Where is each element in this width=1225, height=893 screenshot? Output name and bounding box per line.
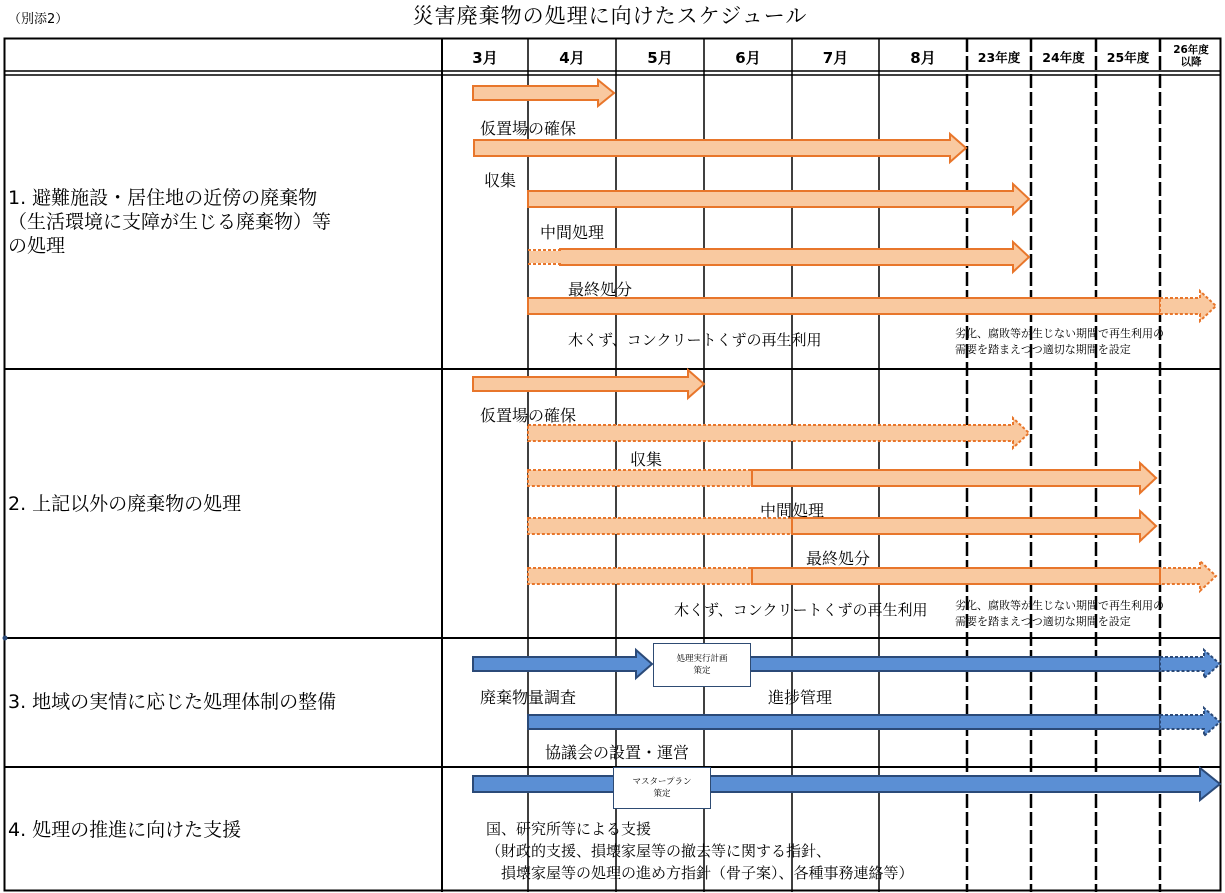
section-1-title-line: の処理 — [8, 235, 66, 257]
s2-note — [955, 598, 1164, 630]
s1-label-kariokiba: 仮置場の確保 — [480, 119, 577, 138]
s4-support-text — [486, 818, 914, 884]
s3-plan-box-line: 策定 — [693, 666, 711, 676]
s3-plan-box — [653, 643, 751, 687]
page-title: 災害廃棄物の処理に向けたスケジュール — [412, 4, 808, 28]
col-header-fy26-line1: 26年度 — [1173, 44, 1209, 56]
section-1-title-line: 1. 避難施設・居住地の近傍の廃棄物 — [8, 187, 318, 209]
arrow-s3-shinchoku — [750, 657, 1160, 671]
arrow-s4-shien — [473, 768, 1220, 800]
arrow-s2-kariokiba — [473, 370, 704, 398]
col-header-fy25: 25年度 — [1106, 50, 1150, 65]
arrow-s1-saisei — [528, 298, 1160, 314]
s1-note-line: 劣化、腐敗等が生じない期間で再生利用の — [955, 327, 1164, 340]
s4-support-line: 国、研究所等による支援 — [486, 820, 652, 838]
arrow-s3-chousa — [473, 650, 652, 678]
arrow-s2-saisei-solid — [752, 568, 1160, 584]
annex-label: （別添2） — [8, 12, 69, 27]
s4-masterplan-box-line: マスタープラン — [632, 777, 692, 787]
section-4-title: 4. 処理の推進に向けた支援 — [8, 819, 242, 841]
arrow-s1-saishu — [560, 242, 1029, 272]
col-header-fy26 — [1160, 40, 1222, 72]
s4-masterplan-box-line: 策定 — [653, 789, 671, 799]
s1-label-saisei: 木くず、コンクリートくずの再生利用 — [568, 331, 822, 349]
s1-note — [955, 326, 1164, 358]
s4-support-line: （財政的支援、損壊家屋等の撤去等に関する指針、 — [486, 842, 832, 860]
col-header-may: 5月 — [647, 48, 673, 67]
s2-label-saisei: 木くず、コンクリートくずの再生利用 — [674, 601, 928, 619]
arrow-s3-kyougikai-ext — [1160, 708, 1220, 736]
s3-plan-box-line: 処理実行計画 — [676, 654, 728, 664]
col-header-fy26-line2: 以降 — [1180, 56, 1202, 68]
s2-note-line: 劣化、腐敗等が生じない期間で再生利用の — [955, 599, 1164, 612]
s1-label-shushu: 収集 — [484, 171, 517, 190]
s2-label-shushu: 収集 — [630, 450, 663, 469]
arrow-s1-chukan — [528, 184, 1029, 214]
arrow-s3-kyougikai — [528, 715, 1160, 729]
arrow-s1-kariokiba — [473, 80, 614, 106]
col-header-mar: 3月 — [472, 48, 498, 67]
section-1-title — [8, 186, 331, 258]
col-header-jun: 6月 — [735, 48, 761, 67]
s3-label-kyougikai: 協議会の設置・運営 — [545, 743, 690, 762]
s1-note-line: 需要を踏まえつつ適切な期間を設定 — [955, 343, 1131, 356]
section-2-title: 2. 上記以外の廃棄物の処理 — [8, 493, 242, 515]
arrow-s3-shinchoku-ext — [1160, 650, 1220, 678]
s3-label-shinchoku: 進捗管理 — [768, 688, 833, 707]
s1-label-chukan: 中間処理 — [540, 223, 605, 242]
arrow-s1-saisei-ext — [1160, 291, 1216, 321]
arrow-s2-saishu-solid — [792, 511, 1156, 541]
s2-note-line: 需要を踏まえつつ適切な期間を設定 — [955, 615, 1131, 628]
s2-label-kariokiba: 仮置場の確保 — [480, 406, 577, 425]
col-header-aug: 8月 — [910, 48, 936, 67]
s1-label-saishu: 最終処分 — [568, 280, 633, 299]
col-header-apr: 4月 — [559, 48, 585, 67]
s4-masterplan-box — [613, 767, 711, 809]
s2-label-chukan: 中間処理 — [760, 501, 825, 520]
section-1-title-line: （生活環境に支障が生じる廃棄物）等 — [8, 211, 332, 233]
s4-support-line: 損壊家屋等の処理の進め方指針（骨子案）、各種事務連絡等） — [486, 864, 914, 882]
col-header-fy23: 23年度 — [977, 50, 1021, 65]
arrow-s2-shushu — [528, 418, 1029, 448]
s3-label-chousa: 廃棄物量調査 — [480, 688, 577, 707]
section-3-title: 3. 地域の実情に応じた処理体制の整備 — [8, 691, 337, 713]
col-header-fy24: 24年度 — [1042, 50, 1085, 65]
col-header-jul: 7月 — [822, 48, 849, 67]
month-column-lines — [528, 38, 879, 892]
s2-label-saishu: 最終処分 — [806, 549, 871, 568]
